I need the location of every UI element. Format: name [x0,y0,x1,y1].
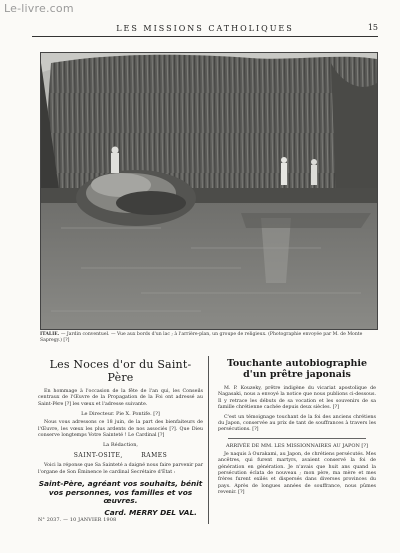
right-heading [218,358,376,380]
garden-photograph [40,52,378,330]
signature-right: RAMES [141,452,168,460]
issue-footer: N° 2037. — 10 JANVIER 1908 [38,518,117,523]
cardinal-signature: Card. MERRY DEL VAL. [104,508,197,518]
running-header [32,22,378,37]
page-number: 15 [367,23,378,32]
right-column [218,358,376,500]
left-heading: Les Noces d'or du Saint-Père [49,358,192,384]
right-subhead: ARRIVÉE DE MM. LES MISSIONNAIRES AU JAPON [?] [225,442,368,449]
document-page [32,22,378,532]
left-paragraph-3: Voici la réponse que Sa Sainteté a daigné nous faire parvenir par l'organe de Son Éminence le cardinal Secrétaire d'État : [38,463,203,475]
left-column [38,358,203,517]
caption-lead: ITALIE. [40,332,60,337]
section-divider [228,438,366,439]
figure-caption [40,332,376,344]
right-heading-line-2: d'un prêtre japonais [243,369,351,380]
running-title: LES MISSIONS CATHOLIQUES [116,24,294,33]
column-divider [208,356,209,524]
signature-line [38,452,203,460]
left-byline: Le Directeur. Pie X. Pontife. [?] [81,411,160,418]
watermark: Le-livre.com [4,2,74,15]
right-paragraph-3: Je naquis à Ourakami, au Japon, de chrétiens persécutés. Mes ancêtres, qui furent martyrs, avaient conservé la foi de génération en génération. Je n'avais que huit ans quand la persécution éclata de nouveau ; mon père, ma mère et mes frères furent exilés et dispersés dans diverses provinces du pays. Après de longues années de souffrance, nous pûmes revenir. [?] [218,451,376,496]
right-heading-line-1: Touchante autobiographie [226,358,368,369]
pope-reply-quote: Saint-Père, agréant vos souhaits, bénit vos personnes, vos familles et vos œuvres. [38,479,203,506]
signature-left: SAINT-OSITE, [73,452,123,460]
left-paragraph-1: En hommage à l'occasion de la fête de l'an qui, les Conseils centraux de l'Œuvre de la Propagation de la Foi ont adressé au Saint-Père [?] les vœux et l'adresse suivante. [38,389,203,407]
caption-text: — Jardin conventuel. — Vue aux bords d'un lac ; à l'arrière-plan, un groupe de religieux. (Photographie envoyée par M. de Monte Sapregy.) [?] [40,332,363,344]
left-sign-off: La Rédaction, [102,442,139,449]
right-paragraph-2: C'est un témoignage touchant de la foi des anciens chrétiens du Japon, conservée au prix de tant de souffrances à travers les persécutions. [?] [218,414,376,433]
left-paragraph-2: Nous vous adressons ce 18 juin, de la part des bienfaiteurs de l'Œuvre, les vœux les plus ardents de nos associés [?]. Que Dieu conserve longtemps Votre Sainteté ! Le Cardinal [?] [38,420,203,439]
right-paragraph-1: M. P. Kouzeky, prêtre indigène du vicariat apostolique de Nagasaki, nous a envoyé la notice que nous publions ci-dessous. Il y retrace les débuts de sa vocation et les souvenirs de sa famille chrétienne cachée depuis deux siècles. [?] [218,386,376,411]
